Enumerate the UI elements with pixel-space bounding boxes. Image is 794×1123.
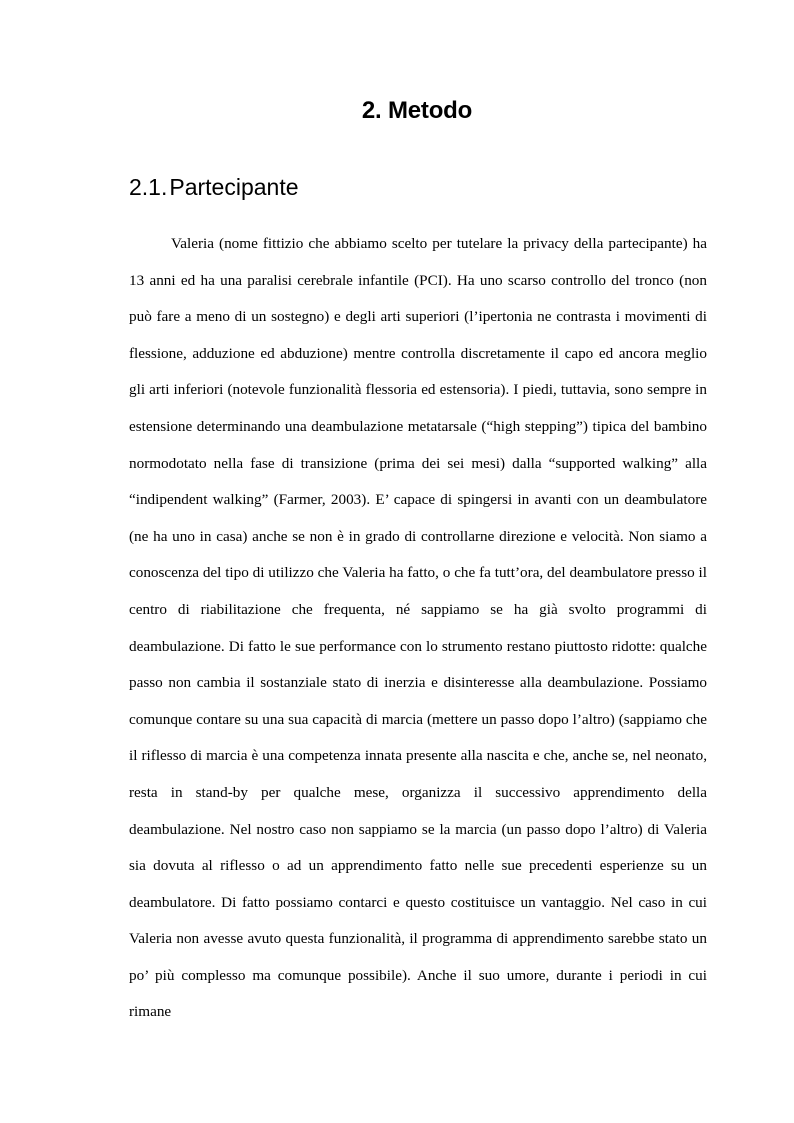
body-paragraph: Valeria (nome fittizio che abbiamo scelto per tutelare la privacy della partecipante) ha 13 anni ed ha una paralisi cerebrale infantile (PCI). Ha uno scarso controllo del tronco (non può fare a meno di un sostegno) e degli arti superiori (l’ipertonia ne contrasta i movimenti di flessione, adduzione ed abduzione) mentre controlla discretamente il capo ed ancora meglio gli arti inferiori (notevole funzionalità flessoria ed estensoria). I piedi, tuttavia, sono sempre in estensione determinando una deambulazione metatarsale (“high stepping”) tipica del bambino normodotato nella fase di transizione (prima dei sei mesi) dalla “supported walking” alla “indipendent walking” (Farmer, 2003). E’ capace di spingersi in avanti con un deambulatore (ne ha uno in casa) anche se non è in grado di controllarne direzione e velocità. Non siamo a conoscenza del tipo di utilizzo che Valeria ha fatto, o che fa tutt’ora, del deambulatore presso il centro di riabilitazione che frequenta, né sappiamo se ha già svolto programmi di deambulazione. Di fatto le sue performance con lo strumento restano piuttosto ridotte: qualche passo non cambia il sostanziale stato di inerzia e disinteresse alla deambulazione. Possiamo comunque contare su una sua capacità di marcia (mettere un passo dopo l’altro) (sappiamo che il riflesso di marcia è una competenza innata presente alla nascita e che, anche se, nel neonato, resta in stand-by per qualche mese, organizza il successivo apprendimento della deambulazione. Nel nostro caso non sappiamo se la marcia (un passo dopo l’altro) di Valeria sia dovuta al riflesso o ad un apprendimento fatto nelle sue precedenti esperienze su un deambulatore. Di fatto possiamo contarci e questo costituisce un vantaggio. Nel caso in cui Valeria non avesse avuto questa funzionalità, il programma di apprendimento sarebbe stato un po’ più complesso ma comunque possibile). Anche il suo umore, durante i periodi in cui rimane [129,235,707,1021]
section-heading [129,170,299,204]
chapter-title: 2. Metodo [361,97,473,124]
section-title: Partecipante [169,174,299,200]
section-number: 2.1. [129,174,168,200]
